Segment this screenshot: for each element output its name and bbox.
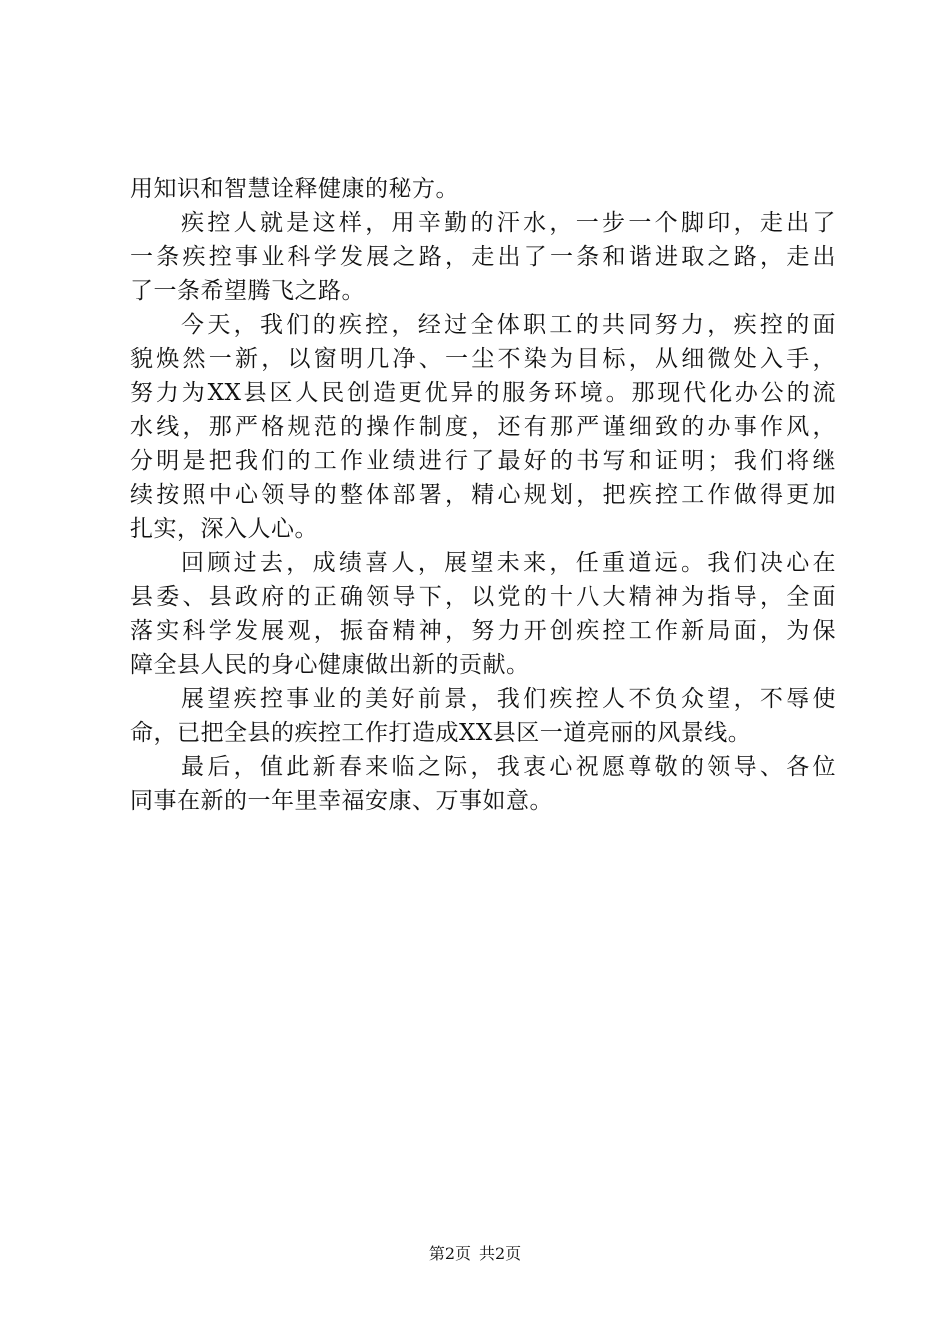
text-line: 县委、县政府的正确领导下，以党的十八大精神为指导，全面 bbox=[130, 584, 836, 610]
document-body bbox=[130, 172, 836, 818]
text-line: 同事在新的一年里幸福安康、万事如意。 bbox=[130, 788, 553, 814]
text-line: 续按照中心领导的整体部署，精心规划，把疾控工作做得更加 bbox=[130, 482, 836, 508]
page-number: 第2页 bbox=[428, 1244, 471, 1263]
text-line: 落实科学发展观，振奋精神，努力开创疾控工作新局面，为保 bbox=[130, 618, 836, 644]
text-line: 水线，那严格规范的操作制度，还有那严谨细致的办事作风， bbox=[130, 414, 836, 440]
paragraph-start-line: 最后，值此新春来临之际，我衷心祝愿尊敬的领导、各位 bbox=[181, 754, 836, 780]
paragraph-start-line: 疾控人就是这样，用辛勤的汗水，一步一个脚印，走出了 bbox=[181, 210, 836, 236]
text-line: 一条疾控事业科学发展之路，走出了一条和谐进取之路，走出 bbox=[130, 244, 836, 270]
text-line: 了一条希望腾飞之路。 bbox=[130, 278, 365, 304]
text-line: 分明是把我们的工作业绩进行了最好的书写和证明；我们将继 bbox=[130, 448, 836, 474]
text-line: 障全县人民的身心健康做出新的贡献。 bbox=[130, 652, 530, 678]
text-line: 扎实，深入人心。 bbox=[130, 516, 318, 542]
text-line: 命，已把全县的疾控工作打造成XX县区一道亮丽的风景线。 bbox=[130, 720, 752, 746]
paragraph-start-line: 展望疾控事业的美好前景，我们疾控人不负众望，不辱使 bbox=[181, 686, 836, 712]
text-line: 用知识和智慧诠释健康的秘方。 bbox=[130, 176, 459, 202]
text-line: 努力为XX县区人民创造更优异的服务环境。那现代化办公的流 bbox=[130, 380, 836, 406]
paragraph-start-line: 回顾过去，成绩喜人，展望未来，任重道远。我们决心在 bbox=[181, 550, 836, 576]
page-total: 共2页 bbox=[479, 1244, 522, 1263]
paragraph-start-line: 今天，我们的疾控，经过全体职工的共同努力，疾控的面 bbox=[181, 312, 836, 338]
text-line: 貌焕然一新，以窗明几净、一尘不染为目标，从细微处入手， bbox=[130, 346, 836, 372]
page-footer bbox=[0, 1242, 950, 1266]
